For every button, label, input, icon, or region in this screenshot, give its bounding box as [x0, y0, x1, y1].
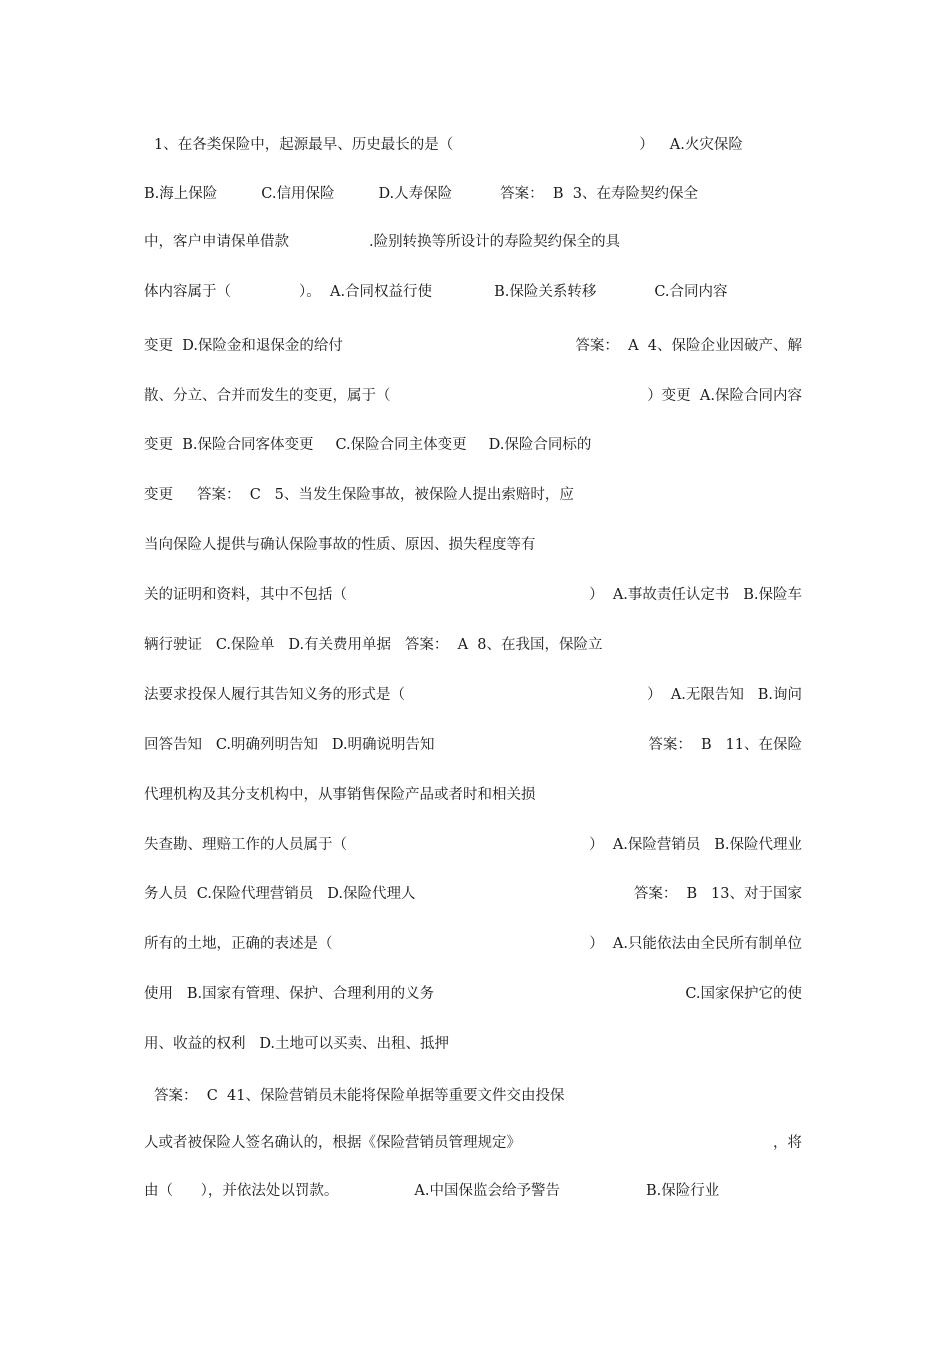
text-line: [144, 982, 802, 1006]
text-line: [144, 334, 802, 358]
text-segment: ） A.只能依法由全民所有制单位: [589, 936, 802, 952]
text-segment: 答案： A 4、保险企业因破产、解: [575, 338, 802, 354]
text-segment: 变更: [144, 487, 173, 503]
text-segment: ）: [639, 137, 654, 153]
text-segment: 答案： B 3、在寿险契约保全: [500, 186, 698, 202]
text-segment: 由（ ），并依法处以罚款。: [144, 1183, 339, 1199]
text-segment: 散、分立、合并而发生的变更，属于（: [144, 388, 391, 404]
text-line: [144, 1032, 802, 1056]
text-segment: 体内容属于（: [144, 284, 231, 300]
text-line: [144, 1131, 802, 1155]
text-segment: 答案： C 5、当发生保险事故，被保险人提出索赔时，应: [197, 487, 574, 503]
text-segment: 当向保险人提供与确认保险事故的性质、原因、损失程度等有: [144, 537, 536, 553]
text-segment: 用、收益的权利 D.土地可以买卖、出租、抵押: [144, 1036, 450, 1052]
text-segment: 辆行驶证 C.保险单 D.有关费用单据 答案： A 8、在我国，保险立: [144, 637, 603, 653]
text-segment: D.保险合同标的: [488, 437, 592, 453]
text-segment: B.海上保险: [144, 186, 218, 202]
text-line: [144, 384, 802, 408]
text-line: [144, 633, 802, 657]
text-segment: 失查勘、理赔工作的人员属于（: [144, 837, 347, 853]
text-segment: B.保险关系转移: [494, 284, 597, 300]
text-segment: C.保险合同主体变更: [335, 437, 467, 453]
text-line: [144, 433, 802, 457]
text-segment: 代理机构及其分支机构中，从事销售保险产品或者时和相关损: [144, 787, 536, 803]
text-segment: A.火灾保险: [669, 137, 743, 153]
text-line: [144, 280, 802, 304]
text-segment: 中，客户申请保单借款: [144, 234, 289, 250]
text-line: [144, 882, 802, 906]
text-line: [144, 583, 802, 607]
text-line: [144, 483, 802, 507]
text-segment: 1、在各类保险中，起源最早、历史最长的是（: [154, 137, 454, 153]
text-segment: ）变更 A.保险合同内容: [647, 388, 802, 404]
text-segment: ）。 A.合同权益行使: [299, 284, 433, 300]
text-segment: ） A.事故责任认定书 B.保险车: [589, 587, 802, 603]
text-segment: ） A.无限告知 B.询问: [647, 687, 802, 703]
text-line: [154, 133, 802, 157]
text-segment: C.合同内容: [654, 284, 728, 300]
text-segment: 人或者被保险人签名确认的，根据《保险营销员管理规定》: [144, 1135, 521, 1151]
text-line: [144, 533, 802, 557]
text-line: [144, 182, 802, 206]
text-segment: 回答告知 C.明确列明告知 D.明确说明告知: [144, 737, 435, 753]
text-line: [154, 1084, 802, 1108]
text-segment: A.中国保监会给予警告: [414, 1183, 560, 1199]
text-line: [144, 733, 802, 757]
text-segment: 答案： B 11、在保险: [648, 737, 802, 753]
text-segment: 答案： B 13、对于国家: [633, 886, 802, 902]
text-segment: 变更 B.保险合同客体变更: [144, 437, 314, 453]
text-segment: ） A.保险营销员 B.保险代理业: [589, 837, 802, 853]
text-segment: B.保险行业: [646, 1183, 720, 1199]
text-line: [144, 683, 802, 707]
text-line: [144, 1179, 802, 1203]
text-segment: ，将: [773, 1135, 802, 1151]
text-segment: 关的证明和资料，其中不包括（: [144, 587, 347, 603]
text-line: [144, 230, 802, 254]
text-segment: 法要求投保人履行其告知义务的形式是（: [144, 687, 405, 703]
text-segment: 所有的土地，正确的表述是（: [144, 936, 333, 952]
text-segment: 变更 D.保险金和退保金的给付: [144, 338, 343, 354]
text-segment: 答案： C 41、保险营销员未能将保险单据等重要文件交由投保: [154, 1088, 565, 1104]
text-segment: 使用 B.国家有管理、保护、合理利用的义务: [144, 986, 435, 1002]
text-segment: .险别转换等所设计的寿险契约保全的具: [369, 234, 621, 250]
text-segment: C.信用保险: [261, 186, 335, 202]
text-segment: D.人寿保险: [378, 186, 453, 202]
text-line: [144, 932, 802, 956]
text-line: [144, 783, 802, 807]
text-segment: C.国家保护它的使: [685, 986, 802, 1002]
text-segment: 务人员 C.保险代理营销员 D.保险代理人: [144, 886, 416, 902]
text-line: [144, 833, 802, 857]
